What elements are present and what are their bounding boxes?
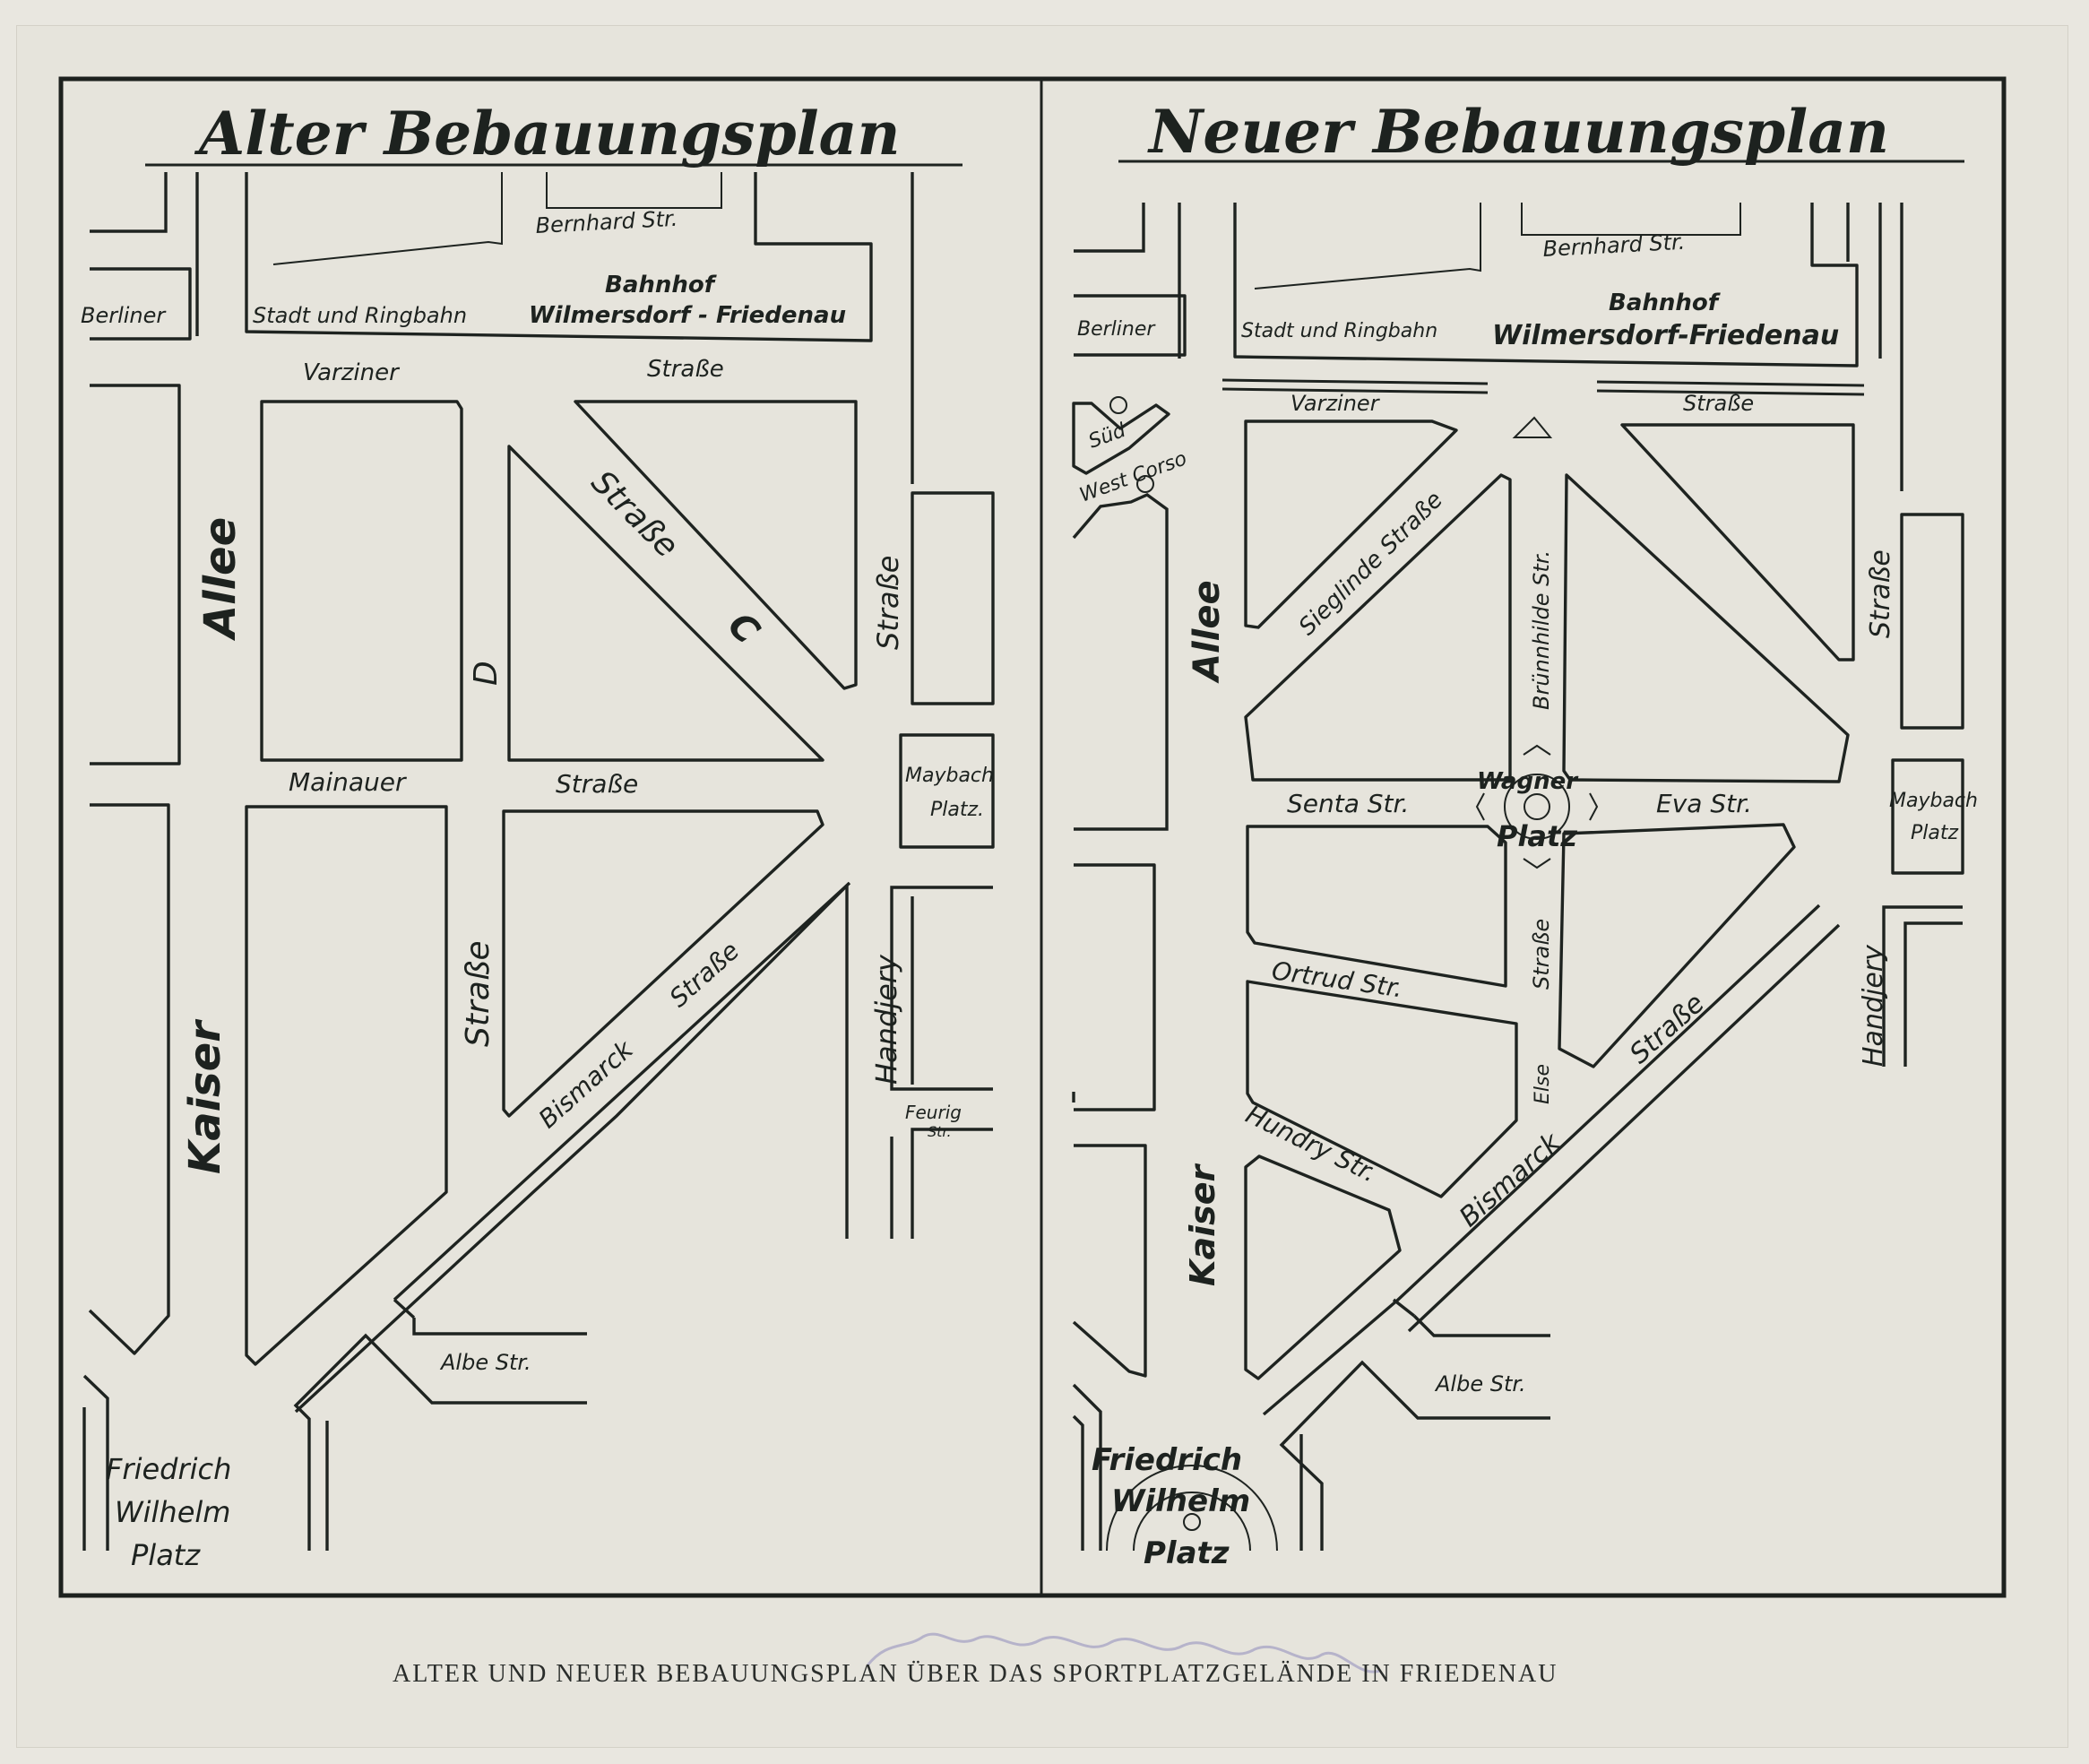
old-label-kaiser: Kaiser xyxy=(180,1021,230,1174)
new-label-sieglinde: Sieglinde Straße xyxy=(1293,486,1449,641)
old-label-varziner: Varziner xyxy=(303,359,399,386)
old-label-feurig: Feurig xyxy=(905,1102,962,1123)
old-label-wilmersdorf: Wilmersdorf - Friedenau xyxy=(529,302,847,329)
old-label-strasse-d: Straße xyxy=(460,940,496,1047)
old-road xyxy=(84,1376,108,1551)
new-label-bruennhilde: Brünnhilde Str. xyxy=(1529,549,1554,710)
old-label-stadt-ringbahn: Stadt und Ringbahn xyxy=(253,303,468,328)
new-label-wilmersdorf: Wilmersdorf-Friedenau xyxy=(1492,320,1840,351)
new-block xyxy=(1247,981,1516,1197)
old-label-berliner: Berliner xyxy=(81,303,166,328)
old-road xyxy=(912,1129,993,1239)
new-label-else: Else xyxy=(1532,1063,1554,1104)
new-label-maybach: Maybach xyxy=(1889,790,1978,812)
old-road xyxy=(394,1300,414,1318)
new-label-berliner: Berliner xyxy=(1077,318,1155,341)
old-label-strasse-right: Straße xyxy=(871,555,905,650)
new-label-west-corso: West Corso xyxy=(1076,447,1190,507)
old-label-platz: Platz. xyxy=(930,799,985,821)
old-maybach-block xyxy=(901,735,993,847)
old-label-handjery: Handjery xyxy=(869,955,903,1085)
new-albe-north xyxy=(1414,1316,1550,1336)
old-road xyxy=(90,172,166,231)
old-label-c: C xyxy=(719,604,768,653)
new-block xyxy=(1622,425,1853,660)
old-block xyxy=(912,493,993,704)
new-label-strasse-right: Straße xyxy=(1865,549,1896,638)
new-label-strasse-bismarck: Straße xyxy=(1623,987,1711,1070)
new-station-line xyxy=(1522,203,1740,235)
new-road xyxy=(1394,1300,1414,1316)
new-block xyxy=(1074,1146,1145,1376)
new-road xyxy=(1074,1416,1083,1551)
new-label-hundry: Hundry Str. xyxy=(1240,1099,1382,1189)
old-label-strasse-c: Straße xyxy=(583,463,686,566)
new-station-line xyxy=(1255,203,1480,289)
old-plan-title: Alter Bebauungsplan xyxy=(199,99,901,169)
new-road xyxy=(1409,925,1839,1331)
new-label-varziner: Varziner xyxy=(1291,391,1379,416)
new-label-ortrud: Ortrud Str. xyxy=(1270,956,1405,1004)
old-label-wilhelm: Wilhelm xyxy=(115,1495,231,1529)
new-maybach-block xyxy=(1893,760,1963,873)
old-block xyxy=(509,446,823,760)
new-corso-circle xyxy=(1110,397,1127,413)
old-label-strasse-bismarck: Straße xyxy=(663,935,746,1014)
new-label-kaiser: Kaiser xyxy=(1183,1164,1222,1286)
old-label-albe: Albe Str. xyxy=(441,1350,531,1375)
new-label-bismarck: Bismarck xyxy=(1453,1127,1567,1233)
old-albe-north xyxy=(414,1318,587,1334)
old-label-d: D xyxy=(468,661,505,686)
new-label-eva: Eva Str. xyxy=(1656,789,1752,818)
new-block xyxy=(1074,865,1154,1110)
old-block xyxy=(575,402,856,688)
wagner-platz-center xyxy=(1524,794,1549,819)
old-station-line xyxy=(273,172,502,264)
new-label-platz-fw: Platz xyxy=(1144,1535,1230,1571)
new-block xyxy=(1246,475,1510,780)
old-station-line xyxy=(547,172,721,208)
new-road xyxy=(1074,495,1167,829)
old-label-bismarck: Bismarck xyxy=(532,1034,639,1135)
old-label-bernhard: Bernhard Str. xyxy=(534,205,679,238)
new-label-handjery: Handjery xyxy=(1858,945,1889,1067)
new-label-friedrich: Friedrich xyxy=(1092,1442,1243,1478)
new-label-sued: Süd xyxy=(1085,419,1129,454)
new-block xyxy=(1564,475,1848,782)
new-label-bahnhof: Bahnhof xyxy=(1609,290,1719,316)
old-block xyxy=(90,385,179,764)
old-label-bahnhof: Bahnhof xyxy=(605,272,715,298)
old-label-maybach: Maybach xyxy=(905,765,994,787)
new-plan-title: Neuer Bebauungsplan xyxy=(1149,97,1889,167)
old-block xyxy=(90,805,168,1353)
old-label-allee: Allee xyxy=(195,516,246,638)
new-road xyxy=(1884,907,1963,1067)
new-label-wilhelm: Wilhelm xyxy=(1111,1483,1251,1519)
new-road xyxy=(1074,203,1144,251)
new-label-bernhard: Bernhard Str. xyxy=(1541,229,1687,262)
new-plan-panel xyxy=(1074,97,1978,1571)
old-plan-panel xyxy=(81,99,994,1572)
new-label-strasse-vert: Straße xyxy=(1529,918,1554,990)
new-label-platz-m: Platz xyxy=(1911,822,1959,844)
old-label-mainauer: Mainauer xyxy=(289,767,406,797)
new-label-senta: Senta Str. xyxy=(1287,789,1410,818)
new-label-platz-w: Platz xyxy=(1497,819,1577,853)
old-label-feurig-str: Str. xyxy=(928,1123,952,1140)
new-block xyxy=(1246,1156,1400,1379)
new-label-wagner: Wagner xyxy=(1477,768,1578,795)
new-label-albe: Albe Str. xyxy=(1436,1371,1526,1396)
new-label-strasse-top: Straße xyxy=(1683,391,1755,416)
old-label-strasse-top: Straße xyxy=(647,356,724,383)
new-label-allee: Allee xyxy=(1187,580,1228,681)
new-traffic-island xyxy=(1515,418,1550,437)
old-label-friedrich: Friedrich xyxy=(106,1452,232,1486)
plan-caption: ALTER UND NEUER BEBAUUNGSPLAN ÜBER DAS SPORTPLATZGELÄNDE IN FRIEDENAU xyxy=(393,1660,1558,1688)
old-label-platz-fw: Platz xyxy=(131,1538,201,1572)
new-road xyxy=(1905,923,1963,1067)
old-road xyxy=(892,887,993,1089)
old-block xyxy=(262,402,462,760)
old-label-strasse-mid: Straße xyxy=(556,769,639,799)
new-label-stadt-ringbahn: Stadt und Ringbahn xyxy=(1241,320,1438,342)
new-block xyxy=(1902,514,1963,728)
